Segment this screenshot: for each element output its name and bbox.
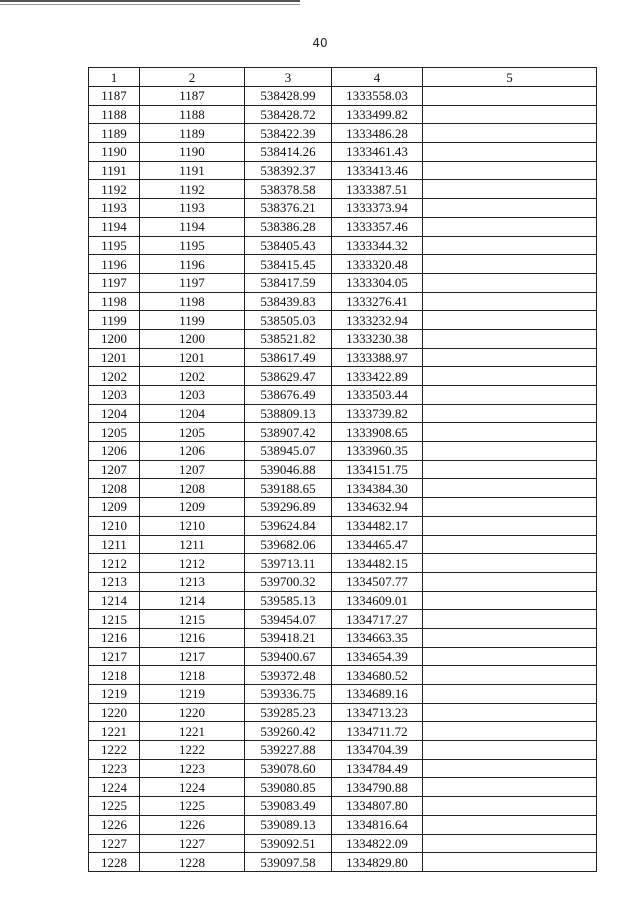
table-cell-col3: 538405.43 <box>245 236 332 255</box>
table-cell-col3: 539296.89 <box>245 498 332 517</box>
table-cell-col5 <box>423 479 597 498</box>
table-cell-col1: 1220 <box>89 703 140 722</box>
table-row <box>89 311 597 330</box>
table-cell-col3: 538521.82 <box>245 329 332 348</box>
table-cell-col4: 1333739.82 <box>332 404 423 423</box>
table-cell-col2: 1189 <box>140 124 245 143</box>
table-cell-col5 <box>423 610 597 629</box>
table-cell-col3: 538414.26 <box>245 143 332 162</box>
table-cell-col5 <box>423 666 597 685</box>
table-cell-col4: 1334680.52 <box>332 666 423 685</box>
table-cell-col3: 538505.03 <box>245 311 332 330</box>
table-row <box>89 498 597 517</box>
table-cell-col4: 1333387.51 <box>332 180 423 199</box>
table-cell-col3: 539260.42 <box>245 722 332 741</box>
column-header-5: 5 <box>423 68 597 87</box>
table-cell-col5 <box>423 423 597 442</box>
table-cell-col4: 1334711.72 <box>332 722 423 741</box>
table-cell-col5 <box>423 367 597 386</box>
table-cell-col1: 1223 <box>89 759 140 778</box>
table-cell-col3: 538809.13 <box>245 404 332 423</box>
table-cell-col2: 1193 <box>140 199 245 218</box>
table-cell-col2: 1195 <box>140 236 245 255</box>
table-row <box>89 348 597 367</box>
table-cell-col2: 1209 <box>140 498 245 517</box>
table-row <box>89 217 597 236</box>
table-row <box>89 834 597 853</box>
table-cell-col4: 1334654.39 <box>332 647 423 666</box>
table-cell-col2: 1220 <box>140 703 245 722</box>
table-cell-col4: 1334822.09 <box>332 834 423 853</box>
table-cell-col5 <box>423 311 597 330</box>
table-cell-col4: 1333908.65 <box>332 423 423 442</box>
table-cell-col1: 1197 <box>89 273 140 292</box>
table-cell-col3: 539700.32 <box>245 572 332 591</box>
table-cell-col4: 1333230.38 <box>332 329 423 348</box>
table-cell-col1: 1221 <box>89 722 140 741</box>
table-row <box>89 853 597 872</box>
table-cell-col2: 1216 <box>140 628 245 647</box>
table-cell-col4: 1334482.17 <box>332 516 423 535</box>
table-cell-col1: 1216 <box>89 628 140 647</box>
table-cell-col2: 1224 <box>140 778 245 797</box>
table-cell-col2: 1203 <box>140 386 245 405</box>
table-cell-col1: 1201 <box>89 348 140 367</box>
table-cell-col1: 1189 <box>89 124 140 143</box>
table-cell-col3: 538392.37 <box>245 161 332 180</box>
table-cell-col4: 1333320.48 <box>332 255 423 274</box>
table-cell-col4: 1334482.15 <box>332 554 423 573</box>
table-cell-col2: 1187 <box>140 87 245 106</box>
table-cell-col1: 1212 <box>89 554 140 573</box>
table-cell-col2: 1199 <box>140 311 245 330</box>
table-cell-col5 <box>423 498 597 517</box>
table-cell-col3: 538378.58 <box>245 180 332 199</box>
table-cell-col1: 1199 <box>89 311 140 330</box>
table-cell-col2: 1201 <box>140 348 245 367</box>
table-cell-col5 <box>423 628 597 647</box>
table-cell-col5 <box>423 815 597 834</box>
table-cell-col2: 1218 <box>140 666 245 685</box>
table-cell-col1: 1207 <box>89 460 140 479</box>
table-cell-col1: 1205 <box>89 423 140 442</box>
table-cell-col4: 1334663.35 <box>332 628 423 647</box>
table-row <box>89 554 597 573</box>
table-cell-col5 <box>423 217 597 236</box>
table-cell-col5 <box>423 404 597 423</box>
table-cell-col1: 1214 <box>89 591 140 610</box>
table-cell-col1: 1204 <box>89 404 140 423</box>
table-cell-col4: 1333304.05 <box>332 273 423 292</box>
page-number: 40 <box>312 36 328 50</box>
table-header-row <box>89 68 597 87</box>
table-cell-col4: 1334704.39 <box>332 741 423 760</box>
table-cell-col1: 1211 <box>89 535 140 554</box>
table-cell-col2: 1204 <box>140 404 245 423</box>
table-cell-col3: 539092.51 <box>245 834 332 853</box>
table-cell-col4: 1333486.28 <box>332 124 423 143</box>
table-cell-col1: 1209 <box>89 498 140 517</box>
table-cell-col2: 1197 <box>140 273 245 292</box>
table-cell-col3: 539372.48 <box>245 666 332 685</box>
table-cell-col4: 1334507.77 <box>332 572 423 591</box>
table-cell-col4: 1334689.16 <box>332 685 423 704</box>
table-row <box>89 292 597 311</box>
table-cell-col1: 1228 <box>89 853 140 872</box>
column-header-2: 2 <box>140 68 245 87</box>
table-cell-col1: 1198 <box>89 292 140 311</box>
table-cell-col1: 1188 <box>89 105 140 124</box>
table-cell-col1: 1217 <box>89 647 140 666</box>
table-row <box>89 161 597 180</box>
table-cell-col5 <box>423 442 597 461</box>
table-cell-col5 <box>423 591 597 610</box>
table-cell-col4: 1334717.27 <box>332 610 423 629</box>
table-row <box>89 460 597 479</box>
table-cell-col2: 1223 <box>140 759 245 778</box>
table-cell-col4: 1333276.41 <box>332 292 423 311</box>
table-cell-col4: 1333558.03 <box>332 87 423 106</box>
table-cell-col3: 539078.60 <box>245 759 332 778</box>
table-cell-col4: 1334713.23 <box>332 703 423 722</box>
table-cell-col2: 1200 <box>140 329 245 348</box>
table-cell-col5 <box>423 778 597 797</box>
table-cell-col2: 1219 <box>140 685 245 704</box>
table-cell-col1: 1206 <box>89 442 140 461</box>
table-cell-col3: 539285.23 <box>245 703 332 722</box>
table-row <box>89 143 597 162</box>
table-cell-col2: 1190 <box>140 143 245 162</box>
table-cell-col4: 1334816.64 <box>332 815 423 834</box>
table-row <box>89 666 597 685</box>
table-row <box>89 628 597 647</box>
table-cell-col1: 1208 <box>89 479 140 498</box>
table-cell-col3: 539046.88 <box>245 460 332 479</box>
table-cell-col4: 1334632.94 <box>332 498 423 517</box>
table-cell-col1: 1187 <box>89 87 140 106</box>
column-header-3: 3 <box>245 68 332 87</box>
table-row <box>89 236 597 255</box>
table-cell-col3: 538415.45 <box>245 255 332 274</box>
table-cell-col1: 1191 <box>89 161 140 180</box>
table-row <box>89 685 597 704</box>
table-cell-col1: 1190 <box>89 143 140 162</box>
table-cell-col1: 1203 <box>89 386 140 405</box>
table-cell-col5 <box>423 759 597 778</box>
table-row <box>89 442 597 461</box>
table-row <box>89 815 597 834</box>
table-cell-col3: 538439.83 <box>245 292 332 311</box>
table-cell-col1: 1210 <box>89 516 140 535</box>
top-rule <box>0 0 300 2</box>
table-cell-col5 <box>423 722 597 741</box>
table-cell-col5 <box>423 273 597 292</box>
table-cell-col5 <box>423 535 597 554</box>
table-cell-col1: 1213 <box>89 572 140 591</box>
table-cell-col4: 1334784.49 <box>332 759 423 778</box>
table-cell-col4: 1333960.35 <box>332 442 423 461</box>
table-cell-col4: 1334829.80 <box>332 853 423 872</box>
table-cell-col5 <box>423 554 597 573</box>
table-cell-col3: 539682.06 <box>245 535 332 554</box>
table-cell-col1: 1219 <box>89 685 140 704</box>
table-cell-col5 <box>423 143 597 162</box>
table-cell-col1: 1196 <box>89 255 140 274</box>
table-cell-col2: 1213 <box>140 572 245 591</box>
table-cell-col5 <box>423 180 597 199</box>
table-cell-col3: 539097.58 <box>245 853 332 872</box>
table-row <box>89 535 597 554</box>
table-row <box>89 87 597 106</box>
table-cell-col2: 1214 <box>140 591 245 610</box>
column-header-4: 4 <box>332 68 423 87</box>
table-cell-col2: 1212 <box>140 554 245 573</box>
table-cell-col4: 1334384.30 <box>332 479 423 498</box>
table-cell-col3: 539083.49 <box>245 797 332 816</box>
table-cell-col4: 1334609.01 <box>332 591 423 610</box>
table-cell-col3: 538945.07 <box>245 442 332 461</box>
table-cell-col2: 1205 <box>140 423 245 442</box>
table-row <box>89 124 597 143</box>
table-cell-col2: 1207 <box>140 460 245 479</box>
table-cell-col5 <box>423 460 597 479</box>
table-cell-col3: 539227.88 <box>245 741 332 760</box>
table-cell-col1: 1202 <box>89 367 140 386</box>
table-cell-col5 <box>423 105 597 124</box>
table-cell-col1: 1227 <box>89 834 140 853</box>
table-cell-col2: 1227 <box>140 834 245 853</box>
table-cell-col3: 539624.84 <box>245 516 332 535</box>
table-cell-col3: 539089.13 <box>245 815 332 834</box>
table-cell-col2: 1221 <box>140 722 245 741</box>
table-cell-col5 <box>423 834 597 853</box>
table-cell-col5 <box>423 516 597 535</box>
table-cell-col4: 1333461.43 <box>332 143 423 162</box>
table-cell-col2: 1208 <box>140 479 245 498</box>
table-row <box>89 423 597 442</box>
table-cell-col1: 1225 <box>89 797 140 816</box>
table-row <box>89 180 597 199</box>
table-cell-col1: 1218 <box>89 666 140 685</box>
table-cell-col1: 1200 <box>89 329 140 348</box>
table-row <box>89 199 597 218</box>
column-header-1: 1 <box>89 68 140 87</box>
coordinates-table <box>88 67 597 872</box>
table-cell-col4: 1333422.89 <box>332 367 423 386</box>
table-body <box>89 87 597 872</box>
table-row <box>89 479 597 498</box>
table-cell-col2: 1210 <box>140 516 245 535</box>
table-cell-col3: 539713.11 <box>245 554 332 573</box>
table-cell-col3: 539080.85 <box>245 778 332 797</box>
table-cell-col1: 1226 <box>89 815 140 834</box>
table-cell-col2: 1206 <box>140 442 245 461</box>
table-cell-col5 <box>423 124 597 143</box>
table-cell-col5 <box>423 685 597 704</box>
table-cell-col4: 1333373.94 <box>332 199 423 218</box>
table-row <box>89 255 597 274</box>
table-cell-col2: 1226 <box>140 815 245 834</box>
table-cell-col4: 1334465.47 <box>332 535 423 554</box>
table-row <box>89 797 597 816</box>
table-cell-col3: 539400.67 <box>245 647 332 666</box>
table-cell-col3: 538676.49 <box>245 386 332 405</box>
table-cell-col1: 1215 <box>89 610 140 629</box>
table-cell-col2: 1191 <box>140 161 245 180</box>
table-cell-col4: 1333357.46 <box>332 217 423 236</box>
table-row <box>89 722 597 741</box>
table-cell-col3: 538417.59 <box>245 273 332 292</box>
table-cell-col5 <box>423 348 597 367</box>
table-cell-col3: 539418.21 <box>245 628 332 647</box>
table-cell-col5 <box>423 329 597 348</box>
table-cell-col4: 1334807.80 <box>332 797 423 816</box>
table-cell-col2: 1188 <box>140 105 245 124</box>
table-row <box>89 610 597 629</box>
table-row <box>89 329 597 348</box>
table-row <box>89 778 597 797</box>
table-cell-col3: 539454.07 <box>245 610 332 629</box>
table-row <box>89 759 597 778</box>
table-cell-col3: 538907.42 <box>245 423 332 442</box>
table-cell-col5 <box>423 703 597 722</box>
table-cell-col2: 1215 <box>140 610 245 629</box>
table-cell-col3: 539336.75 <box>245 685 332 704</box>
table-cell-col3: 538428.99 <box>245 87 332 106</box>
table-cell-col2: 1217 <box>140 647 245 666</box>
table-cell-col5 <box>423 853 597 872</box>
table-cell-col3: 538376.21 <box>245 199 332 218</box>
table-cell-col4: 1333499.82 <box>332 105 423 124</box>
table-cell-col1: 1193 <box>89 199 140 218</box>
table-cell-col4: 1333344.32 <box>332 236 423 255</box>
table-cell-col3: 538422.39 <box>245 124 332 143</box>
table-row <box>89 386 597 405</box>
table-cell-col2: 1192 <box>140 180 245 199</box>
table-cell-col2: 1225 <box>140 797 245 816</box>
table-cell-col3: 538386.28 <box>245 217 332 236</box>
table-cell-col2: 1194 <box>140 217 245 236</box>
table-row <box>89 741 597 760</box>
table-cell-col5 <box>423 386 597 405</box>
table-row <box>89 591 597 610</box>
table-cell-col5 <box>423 199 597 218</box>
table-cell-col2: 1228 <box>140 853 245 872</box>
table-cell-col5 <box>423 292 597 311</box>
table-cell-col2: 1211 <box>140 535 245 554</box>
table-cell-col1: 1195 <box>89 236 140 255</box>
table-cell-col4: 1333413.46 <box>332 161 423 180</box>
table-cell-col1: 1192 <box>89 180 140 199</box>
table-cell-col5 <box>423 797 597 816</box>
table-cell-col1: 1222 <box>89 741 140 760</box>
table-cell-col3: 538617.49 <box>245 348 332 367</box>
table-cell-col4: 1333503.44 <box>332 386 423 405</box>
table-cell-col1: 1224 <box>89 778 140 797</box>
table-row <box>89 367 597 386</box>
table-row <box>89 105 597 124</box>
table-cell-col4: 1334790.88 <box>332 778 423 797</box>
table-cell-col2: 1202 <box>140 367 245 386</box>
table-row <box>89 516 597 535</box>
table-cell-col3: 538428.72 <box>245 105 332 124</box>
table-cell-col5 <box>423 647 597 666</box>
table-cell-col3: 538629.47 <box>245 367 332 386</box>
table-row <box>89 647 597 666</box>
table-cell-col2: 1222 <box>140 741 245 760</box>
table-cell-col4: 1333232.94 <box>332 311 423 330</box>
table-cell-col5 <box>423 741 597 760</box>
table-cell-col5 <box>423 572 597 591</box>
table-row <box>89 404 597 423</box>
table-cell-col5 <box>423 87 597 106</box>
top-rule-secondary <box>0 4 300 5</box>
table-row <box>89 703 597 722</box>
table-cell-col1: 1194 <box>89 217 140 236</box>
table-cell-col5 <box>423 161 597 180</box>
table-cell-col2: 1198 <box>140 292 245 311</box>
table-cell-col5 <box>423 236 597 255</box>
table-cell-col3: 539585.13 <box>245 591 332 610</box>
table-cell-col4: 1333388.97 <box>332 348 423 367</box>
table-cell-col5 <box>423 255 597 274</box>
table-row <box>89 572 597 591</box>
table-cell-col3: 539188.65 <box>245 479 332 498</box>
table-cell-col4: 1334151.75 <box>332 460 423 479</box>
table-cell-col2: 1196 <box>140 255 245 274</box>
table-row <box>89 273 597 292</box>
